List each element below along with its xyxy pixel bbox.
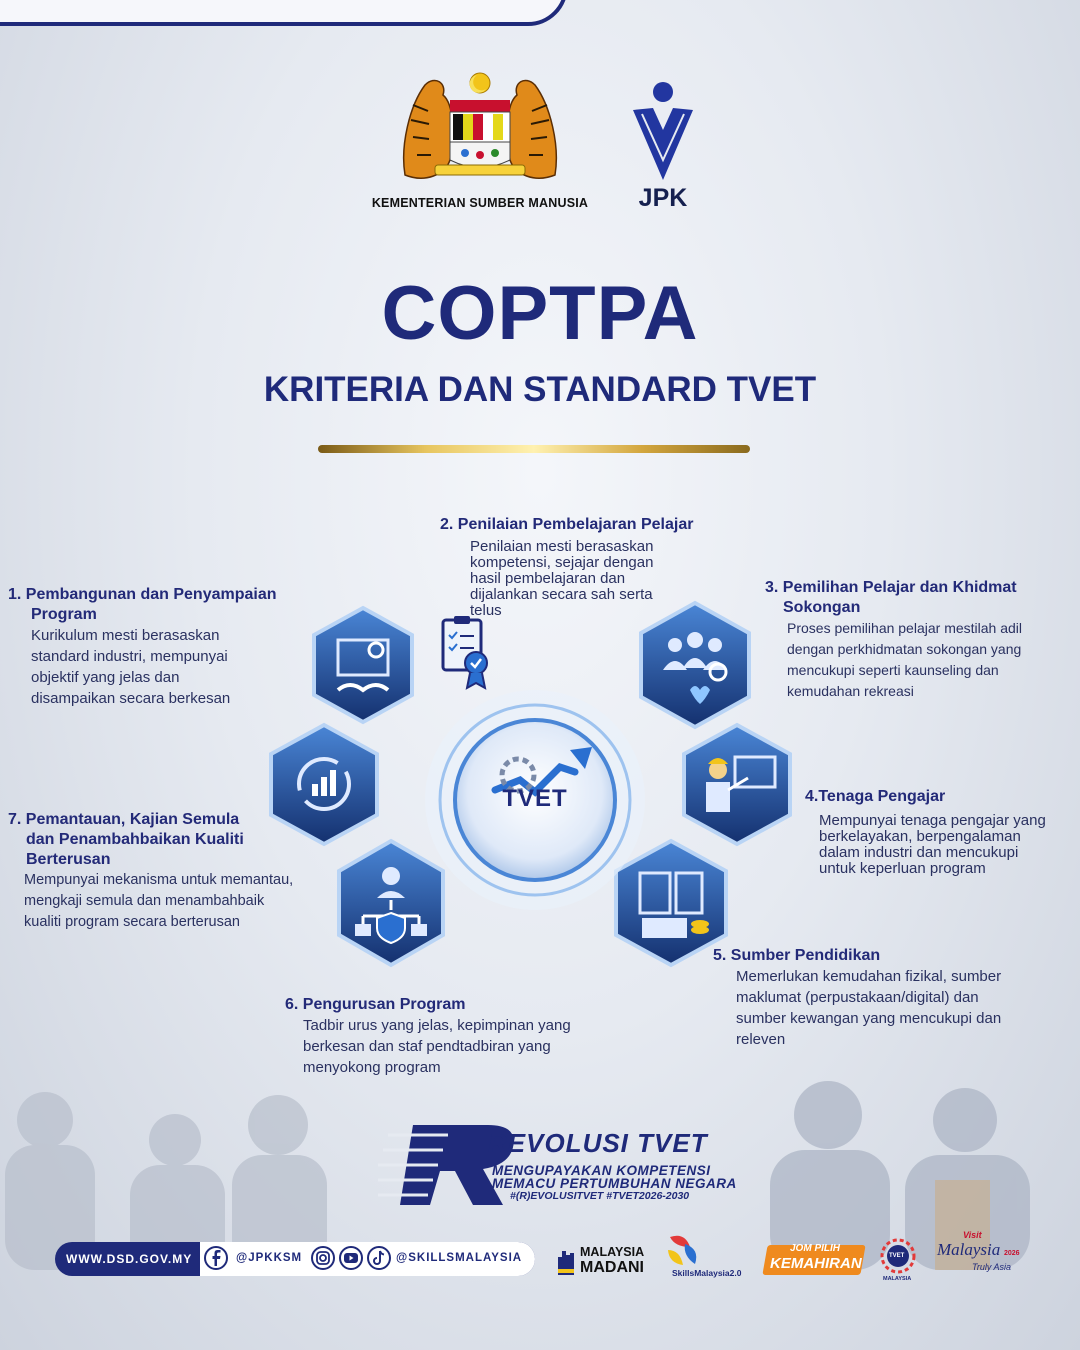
skills-social-handle[interactable]: @SKILLSMALAYSIA xyxy=(396,1252,523,1264)
criterion-1-line: objektif yang jelas dan xyxy=(31,669,180,686)
criterion-5-line: releven xyxy=(736,1031,786,1048)
assessment-clipboard-icon xyxy=(438,615,493,690)
criterion-4-line: Mempunyai tenaga pengajar yang xyxy=(819,812,1046,829)
criterion-2-line: hasil pembelajaran dan xyxy=(470,570,626,587)
visit-year-label: 2026 xyxy=(1004,1250,1020,1257)
criterion-1 xyxy=(8,585,308,709)
criterion-4 xyxy=(805,787,1075,877)
visit-malaysia-label: Malaysia xyxy=(937,1240,1001,1259)
criterion-2-line: Penilaian mesti berasaskan xyxy=(470,538,654,555)
criterion-1-heading-2: Program xyxy=(31,606,97,623)
tiktok-icon[interactable] xyxy=(366,1245,392,1271)
madani-label-2: MADANI xyxy=(580,1259,644,1276)
criterion-3 xyxy=(765,578,1075,702)
campaign-line-1: MENGUPAYAKAN KOMPETENSI xyxy=(492,1163,711,1178)
criterion-5-line: maklumat (perpustakaan/digital) dan xyxy=(736,989,979,1006)
trainer-hex-icon xyxy=(680,722,795,847)
jpk-logo xyxy=(628,80,698,185)
criterion-3-line: mencukupi seperti kaunseling dan xyxy=(787,662,999,678)
criterion-2-heading: 2. Penilaian Pembelajaran Pelajar xyxy=(440,516,694,533)
criterion-5-line: Memerlukan kemudahan fizikal, sumber xyxy=(736,968,1002,985)
skills-malaysia-label: SkillsMalaysia2.0 xyxy=(672,1268,742,1278)
criterion-7-line: kualiti program secara berterusan xyxy=(24,914,240,930)
criterion-1-heading: 1. Pembangunan dan Penyampaian xyxy=(8,586,277,603)
criterion-3-line: kemudahan rekreasi xyxy=(787,683,914,699)
criterion-3-line: dengan perkhidmatan sokongan yang xyxy=(787,641,1022,657)
program-development-hex-icon xyxy=(308,605,418,725)
truly-asia-label: Truly Asia xyxy=(972,1262,1012,1272)
criterion-2-line: dijalankan secara sah serta xyxy=(470,586,653,603)
student-selection-hex-icon xyxy=(635,600,755,730)
criterion-7-heading-3: Berterusan xyxy=(26,851,111,868)
jpk-label: JPK xyxy=(638,184,688,212)
gold-divider xyxy=(318,445,750,453)
ministry-crest-logo xyxy=(395,65,565,190)
campaign-title: REVOLUSI TVET xyxy=(488,1128,708,1158)
criterion-7-heading: 7. Pemantauan, Kajian Semula xyxy=(8,811,240,828)
monitoring-hex-icon xyxy=(267,722,382,847)
criterion-7-line: mengkaji semula dan menambahbaik xyxy=(24,893,265,909)
website-link[interactable]: WWW.DSD.GOV.MY xyxy=(66,1252,193,1266)
campaign-hashtags: #(R)EVOLUSITVET #TVET2026-2030 xyxy=(510,1190,690,1202)
criterion-5-heading: 5. Sumber Pendidikan xyxy=(713,947,881,964)
criterion-6-heading: 6. Pengurusan Program xyxy=(285,996,466,1013)
criterion-6-line: berkesan dan staf pendtadbiran yang xyxy=(303,1038,551,1055)
criterion-2-line: telus xyxy=(470,602,502,619)
jom-pilih-label: JOM PILIH xyxy=(790,1243,841,1254)
criterion-5-line: sumber kewangan yang mencukupi dan xyxy=(736,1010,1002,1027)
criterion-6 xyxy=(285,995,605,1078)
criterion-7-line: Mempunyai mekanisma untuk memantau, xyxy=(24,872,294,888)
criterion-3-heading: 3. Pemilihan Pelajar dan Khidmat xyxy=(765,579,1017,596)
criterion-4-heading: 4.Tenaga Pengajar xyxy=(805,788,946,805)
criterion-1-line: Kurikulum mesti berasaskan xyxy=(31,627,220,644)
kemahiran-label: KEMAHIRAN xyxy=(770,1255,862,1272)
campaign-line-2: MEMACU PERTUMBUHAN NEGARA xyxy=(492,1176,737,1191)
criterion-4-line: dalam industri dan mencukupi xyxy=(819,844,1019,861)
page-title: COPTPA xyxy=(381,271,699,356)
criterion-4-line: untuk keperluan program xyxy=(819,860,986,877)
criterion-6-line: Tadbir urus yang jelas, kepimpinan yang xyxy=(303,1017,571,1034)
tvet-small-label: TVET xyxy=(889,1253,905,1259)
page-subtitle: KRITERIA DAN STANDARD TVET xyxy=(263,370,817,409)
skills-malaysia-logo-mark xyxy=(660,1232,710,1272)
ministry-label: KEMENTERIAN SUMBER MANUSIA xyxy=(371,196,589,210)
tvet-country-label: MALAYSIA xyxy=(883,1276,912,1282)
criterion-3-heading-2: Sokongan xyxy=(783,599,861,616)
top-tab-decoration xyxy=(0,0,568,26)
youtube-icon[interactable] xyxy=(338,1245,364,1271)
hub-label: TVET xyxy=(502,785,568,812)
visit-label: Visit xyxy=(963,1230,982,1240)
criterion-6-line: menyokong program xyxy=(303,1059,441,1076)
criterion-4-line: berkelayakan, berpengalaman xyxy=(819,828,1021,845)
criterion-1-line: standard industri, mempunyai xyxy=(31,648,228,665)
criterion-1-line: disampaikan secara berkesan xyxy=(31,690,231,707)
criterion-7-heading-2: dan Penambahbaikan Kualiti xyxy=(26,831,244,848)
malaysia-madani-logo-mark xyxy=(555,1245,577,1277)
facebook-icon[interactable] xyxy=(203,1245,229,1271)
jpk-social-handle[interactable]: @JPKKSM xyxy=(236,1252,303,1264)
criterion-5 xyxy=(713,946,1053,1050)
instagram-icon[interactable] xyxy=(310,1245,336,1271)
madani-label-1: MALAYSIA xyxy=(580,1245,645,1259)
criterion-2-line: kompetensi, sejajar dengan xyxy=(470,554,654,571)
criterion-3-line: Proses pemilihan pelajar mestilah adil xyxy=(787,620,1023,636)
